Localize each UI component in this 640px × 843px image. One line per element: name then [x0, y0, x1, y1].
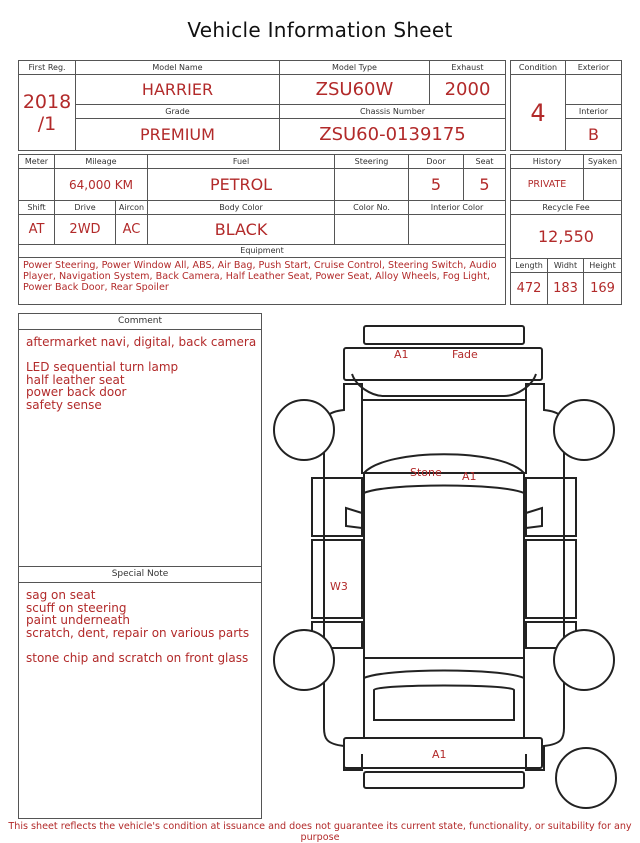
- history-value: PRIVATE: [511, 169, 584, 201]
- specs-table: [18, 154, 506, 305]
- body-color-value: BLACK: [148, 215, 335, 245]
- interior-color-value: [409, 215, 506, 245]
- rear-left-wheel: [274, 630, 334, 690]
- front-left-wheel: [274, 400, 334, 460]
- width-value: 183: [548, 273, 584, 305]
- shift-label: Shift: [19, 201, 55, 215]
- width-label: Widht: [548, 259, 584, 273]
- comment-line: aftermarket navi, digital, back camera: [26, 335, 257, 349]
- equipment-label: Equipment: [19, 245, 506, 258]
- meter-value: [19, 169, 55, 201]
- first-reg-value: 2018 /1: [19, 75, 76, 151]
- mark-windshield-a1: A1: [462, 470, 477, 483]
- height-label: Height: [584, 259, 622, 273]
- special-note-header: Special Note: [19, 567, 261, 583]
- spare-wheel: [556, 748, 616, 808]
- seat-label: Seat: [464, 155, 506, 169]
- left-front-door: [312, 540, 362, 618]
- history-label: History: [511, 155, 584, 169]
- drive-label: Drive: [55, 201, 116, 215]
- height-value: 169: [584, 273, 622, 305]
- rear-right-wheel: [554, 630, 614, 690]
- syaken-value: [584, 169, 622, 201]
- aircon-label: Aircon: [116, 201, 148, 215]
- mark-windshield-stone: Stone: [410, 466, 442, 479]
- shift-value: AT: [19, 215, 55, 245]
- comment-panel: [18, 313, 262, 567]
- comment-line: LED sequential turn lamp: [26, 360, 179, 375]
- door-value: 5: [409, 169, 464, 201]
- first-reg-label: First Reg.: [19, 61, 76, 75]
- model-type-label: Model Type: [280, 61, 430, 75]
- condition-table: [510, 60, 622, 151]
- rear-lower-bumper-outline: [364, 772, 524, 788]
- page-title: Vehicle Information Sheet: [187, 18, 453, 42]
- mileage-label: Mileage: [55, 155, 148, 169]
- fuel-value: PETROL: [148, 169, 335, 201]
- color-no-label: Color No.: [335, 201, 409, 215]
- registration-table: [18, 60, 506, 151]
- comment-lines: [19, 330, 261, 418]
- model-name-label: Model Name: [76, 61, 280, 75]
- cabin-outline: [364, 493, 524, 658]
- car-outline-drawing: [266, 318, 622, 818]
- body-color-label: Body Color: [148, 201, 335, 215]
- exterior-value: [566, 75, 622, 105]
- front-bumper-outline: [364, 326, 524, 344]
- mark-front-bumper-a1: A1: [394, 348, 409, 361]
- recycle-fee-value: 12,550: [511, 215, 622, 259]
- vehicle-damage-diagram: [266, 318, 622, 818]
- comment-line: power back door: [26, 385, 127, 400]
- hood-outline: [352, 374, 536, 396]
- meter-label: Meter: [19, 155, 55, 169]
- mark-left-door-w3: W3: [330, 580, 348, 593]
- chassis-label: Chassis Number: [280, 105, 506, 119]
- special-note-line: paint underneath: [26, 613, 131, 628]
- drive-value: 2WD: [55, 215, 116, 245]
- mileage-value: 64,000 KM: [55, 169, 148, 201]
- exhaust-label: Exhaust: [430, 61, 506, 75]
- special-note-lines: [19, 583, 261, 671]
- interior-color-label: Interior Color: [409, 201, 506, 215]
- comment-line: half leather seat: [26, 372, 125, 387]
- special-note-line: scratch, dent, repair on various parts: [26, 625, 250, 640]
- right-mirror: [526, 508, 542, 528]
- right-front-door: [526, 540, 576, 618]
- comment-line: safety sense: [26, 397, 102, 412]
- comment-header: Comment: [19, 314, 261, 330]
- recycle-fee-label: Recycle Fee: [511, 201, 622, 215]
- special-note-line: sag on seat: [26, 588, 96, 602]
- exhaust-value: 2000: [430, 75, 506, 105]
- tailgate-window-outline: [374, 686, 514, 721]
- steering-label: Steering: [335, 155, 409, 169]
- rear-window-outline: [364, 658, 524, 678]
- syaken-label: Syaken: [584, 155, 622, 169]
- grade-label: Grade: [76, 105, 280, 119]
- disclaimer-footer: This sheet reflects the vehicle's condition at issuance and does not guarantee its current state, functionality, or suitability for any purpose: [8, 821, 632, 843]
- condition-value: 4: [511, 75, 566, 151]
- condition-label: Condition: [511, 61, 566, 75]
- special-note-line: scuff on steering: [26, 600, 127, 615]
- color-no-value: [335, 215, 409, 245]
- model-name-value: HARRIER: [76, 75, 280, 105]
- front-grille-outline: [344, 348, 542, 380]
- length-value: 472: [511, 273, 548, 305]
- interior-value: B: [566, 119, 622, 151]
- grade-value: PREMIUM: [76, 119, 280, 151]
- length-label: Length: [511, 259, 548, 273]
- interior-label: Interior: [566, 105, 622, 119]
- fuel-label: Fuel: [148, 155, 335, 169]
- equipment-value: Power Steering, Power Window All, ABS, Air Bag, Push Start, Cruise Control, Steering Switch, Audio Player, Navigation System, Back Camera, Half Leather Seat, Power Seat, Alloy Wheels, Fog Light, Power Back Door, Rear Spoiler: [19, 258, 506, 305]
- exterior-label: Exterior: [566, 61, 622, 75]
- special-note-panel: [18, 566, 262, 819]
- special-note-line: stone chip and scratch on front glass: [26, 650, 249, 665]
- history-table: [510, 154, 622, 305]
- model-type-value: ZSU60W: [280, 75, 430, 105]
- mark-rear-bumper-a1: A1: [432, 748, 447, 761]
- chassis-value: ZSU60-0139175: [280, 119, 506, 151]
- seat-value: 5: [464, 169, 506, 201]
- steering-value: [335, 169, 409, 201]
- aircon-value: AC: [116, 215, 148, 245]
- door-label: Door: [409, 155, 464, 169]
- left-mirror: [346, 508, 362, 528]
- front-right-wheel: [554, 400, 614, 460]
- mark-front-bumper-fade: Fade: [452, 348, 478, 361]
